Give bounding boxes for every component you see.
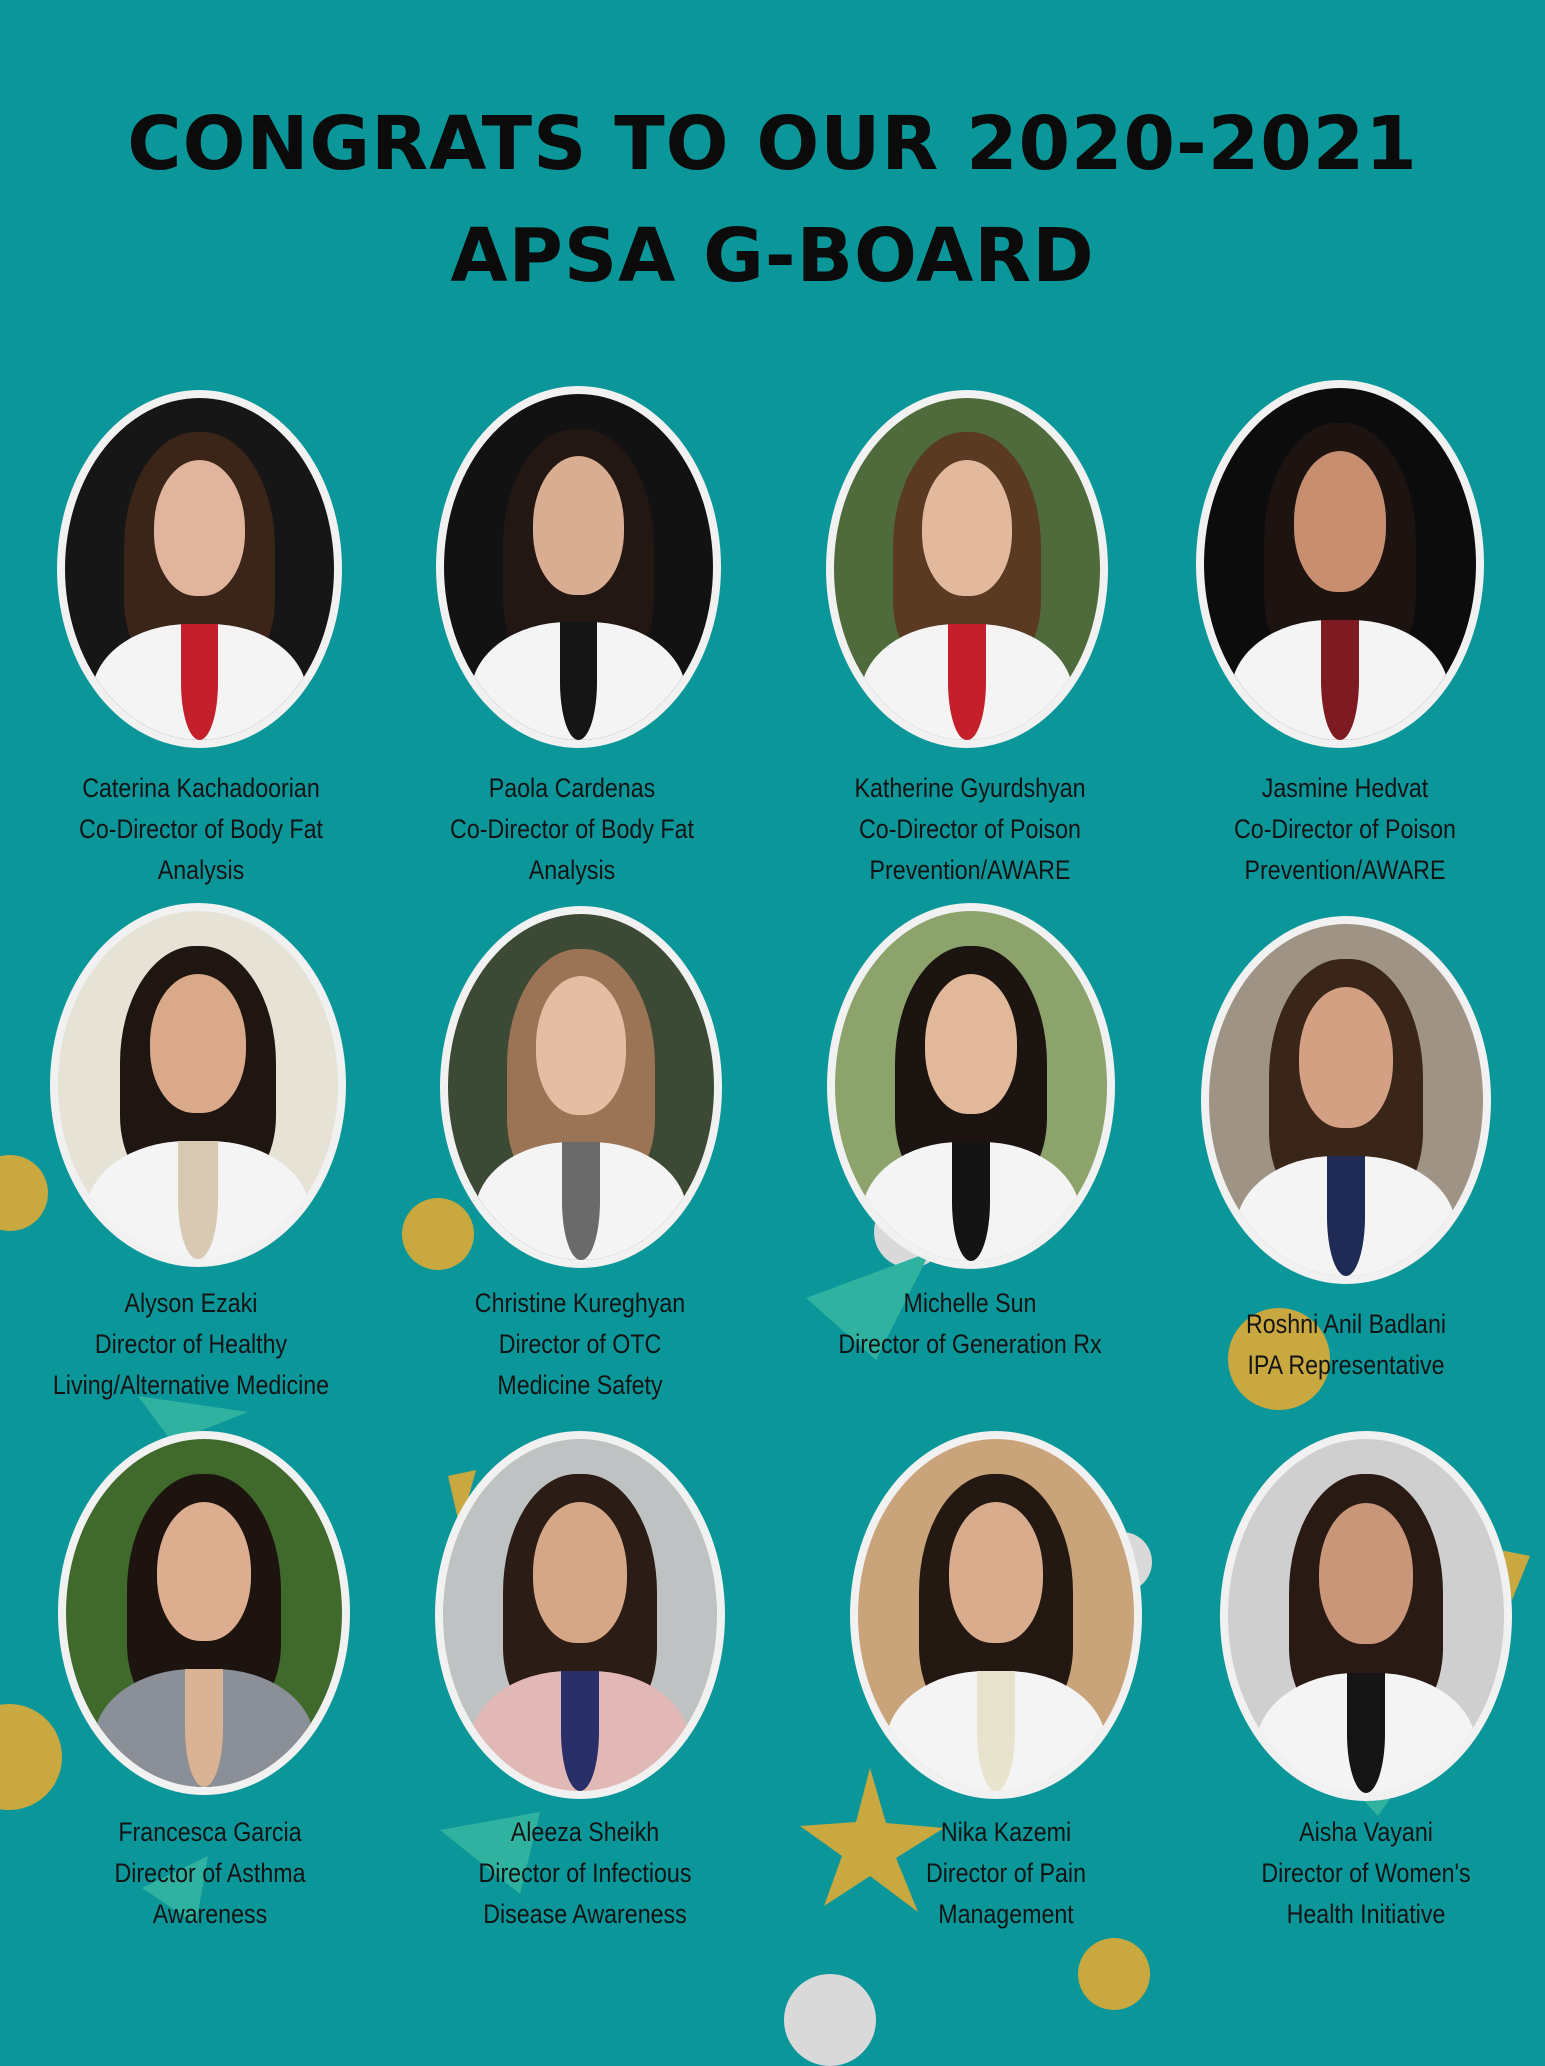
member-role: Director of Infectious xyxy=(478,1858,692,1888)
member-caption-3 xyxy=(807,768,1134,891)
member-name: Francesca Garcia xyxy=(118,1817,302,1847)
member-role: Health Initiative xyxy=(1286,1899,1446,1929)
portrait-photo xyxy=(1201,916,1491,1284)
member-role: Awareness xyxy=(152,1899,268,1929)
member-role: Management xyxy=(938,1899,1074,1929)
member-role: Co-Director of Body Fat xyxy=(79,814,323,844)
member-role: Director of OTC xyxy=(498,1329,662,1359)
member-role: Co-Director of Poison xyxy=(1234,814,1456,844)
portrait-photo xyxy=(50,903,346,1267)
member-role: Director of Healthy xyxy=(94,1329,288,1359)
member-role: Director of Generation Rx xyxy=(838,1329,1102,1359)
member-caption-7 xyxy=(807,1283,1134,1365)
member-caption-2 xyxy=(409,768,736,891)
member-name: Nika Kazemi xyxy=(940,1817,1072,1847)
portrait-photo xyxy=(436,386,721,748)
member-name: Alyson Ezaki xyxy=(124,1288,258,1318)
member-name: Aleeza Sheikh xyxy=(510,1817,660,1847)
member-name: Katherine Gyurdshyan xyxy=(854,773,1086,803)
member-role: Co-Director of Poison xyxy=(859,814,1081,844)
member-name: Aisha Vayani xyxy=(1299,1817,1433,1847)
member-name: Michelle Sun xyxy=(903,1288,1037,1318)
member-role: Analysis xyxy=(157,855,245,885)
member-role: Director of Asthma xyxy=(114,1858,306,1888)
member-caption-4 xyxy=(1182,768,1509,891)
member-caption-12 xyxy=(1203,1812,1530,1935)
member-role: Director of Women's xyxy=(1261,1858,1471,1888)
member-name: Christine Kureghyan xyxy=(474,1288,686,1318)
member-name: Caterina Kachadoorian xyxy=(82,773,320,803)
portrait-photo xyxy=(1196,380,1484,748)
member-caption-8 xyxy=(1183,1304,1510,1386)
portrait-photo xyxy=(1220,1431,1512,1801)
portrait-photo xyxy=(827,903,1115,1269)
member-role: Prevention/AWARE xyxy=(869,855,1071,885)
member-role: Medicine Safety xyxy=(497,1370,663,1400)
member-role: Prevention/AWARE xyxy=(1244,855,1446,885)
member-role: Analysis xyxy=(528,855,616,885)
member-caption-10 xyxy=(422,1812,749,1935)
portrait-photo xyxy=(435,1431,725,1799)
portrait-photo xyxy=(57,390,342,748)
member-role: Co-Director of Body Fat xyxy=(450,814,694,844)
member-name: Paola Cardenas xyxy=(488,773,656,803)
page-title xyxy=(0,88,1545,312)
member-caption-11 xyxy=(843,1812,1170,1935)
portrait-photo xyxy=(850,1431,1142,1799)
member-role: IPA Representative xyxy=(1247,1350,1445,1380)
member-caption-9 xyxy=(47,1812,374,1935)
portrait-photo xyxy=(58,1431,350,1795)
portrait-photo xyxy=(826,390,1108,748)
member-role: Living/Alternative Medicine xyxy=(52,1370,330,1400)
title-line-2: APSA G-BOARD xyxy=(450,213,1095,299)
title-line-1: CONGRATS TO OUR 2020-2021 xyxy=(127,101,1418,187)
member-role: Director of Pain xyxy=(925,1858,1087,1888)
member-role: Disease Awareness xyxy=(483,1899,687,1929)
member-name: Jasmine Hedvat xyxy=(1261,773,1429,803)
member-caption-6 xyxy=(417,1283,744,1406)
member-caption-1 xyxy=(38,768,365,891)
member-caption-5 xyxy=(28,1283,355,1406)
member-name: Roshni Anil Badlani xyxy=(1245,1309,1447,1339)
portrait-photo xyxy=(440,906,722,1268)
